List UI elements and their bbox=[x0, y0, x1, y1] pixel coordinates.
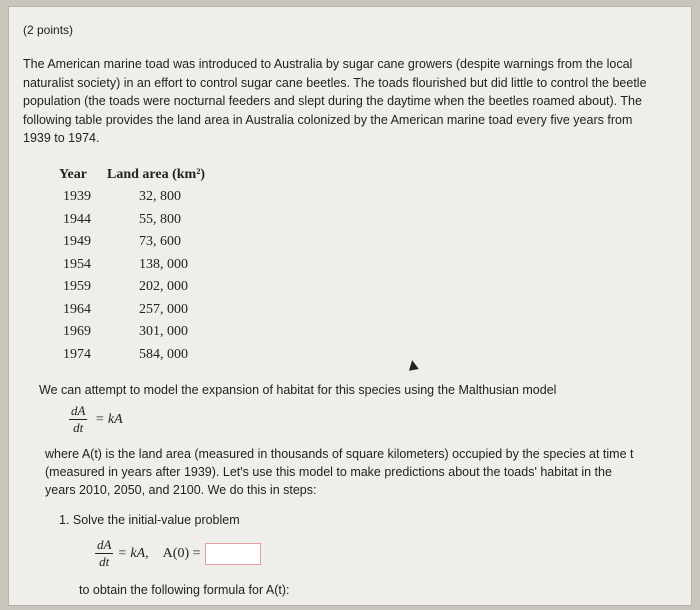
points-label: (2 points) bbox=[23, 23, 74, 37]
intro-paragraph: The American marine toad was introduced to Australia by sugar cane growers (despite warnings from the local naturalist society) in an effort to control sugar cane beetles. The toads flourished but did little to control the beetle population (the toads were nocturnal feeders and slept during the daytime when the beetles roamed about). The following table provides the land area in Australia colonized by the American marine toad every five years from 1939 to 1974. bbox=[23, 57, 647, 145]
header-area: Land area (km²) bbox=[107, 167, 206, 182]
year-cell: 1954 bbox=[63, 256, 91, 272]
year-cell: 1964 bbox=[63, 301, 91, 317]
step-1-label: 1. Solve the initial-value problem bbox=[59, 513, 240, 527]
fraction-numerator: dA bbox=[71, 403, 86, 418]
fraction-denominator: dt bbox=[99, 554, 110, 569]
year-cell: 1974 bbox=[63, 346, 91, 362]
initial-value-equation bbox=[95, 537, 261, 570]
area-cell: 257, 000 bbox=[139, 301, 188, 317]
area-cell: 301, 000 bbox=[139, 324, 188, 339]
area-cell: 202, 000 bbox=[139, 279, 188, 294]
year-cell: 1959 bbox=[63, 279, 91, 294]
header-year: Year bbox=[59, 167, 87, 182]
initial-condition-label: A(0) = bbox=[162, 545, 201, 561]
derivative-fraction bbox=[69, 403, 87, 436]
area-cell: 584, 000 bbox=[139, 346, 188, 362]
area-cell: 73, 600 bbox=[139, 234, 181, 249]
area-cell: 32, 800 bbox=[139, 189, 181, 204]
derivative-fraction bbox=[95, 537, 113, 570]
formula-text: to obtain the following formula for A(t): bbox=[79, 583, 290, 597]
equation-rhs: = kA, bbox=[117, 545, 149, 561]
year-cell: 1969 bbox=[63, 324, 91, 339]
fraction-numerator: dA bbox=[97, 537, 112, 552]
area-cell: 55, 800 bbox=[139, 211, 181, 227]
where-paragraph: where A(t) is the land area (measured in thousands of square kilometers) occupied by the species at time t (measured in years after 1939). Let's use this model to make predictions about the toads' habitat in the years 2010, 2050, and 2100. We do this in steps: bbox=[45, 447, 634, 497]
year-cell: 1939 bbox=[63, 189, 91, 204]
area-cell: 138, 000 bbox=[139, 256, 188, 272]
mouse-cursor-icon bbox=[407, 359, 419, 371]
malthusian-equation bbox=[69, 403, 123, 436]
equation-rhs: = kA bbox=[94, 411, 123, 427]
year-cell: 1944 bbox=[63, 211, 91, 227]
year-cell: 1949 bbox=[63, 234, 91, 249]
initial-value-input[interactable] bbox=[205, 543, 261, 565]
fraction-denominator: dt bbox=[73, 420, 84, 435]
model-text: We can attempt to model the expansion of habitat for this species using the Malthusian model bbox=[39, 383, 557, 397]
question-card bbox=[8, 6, 692, 606]
